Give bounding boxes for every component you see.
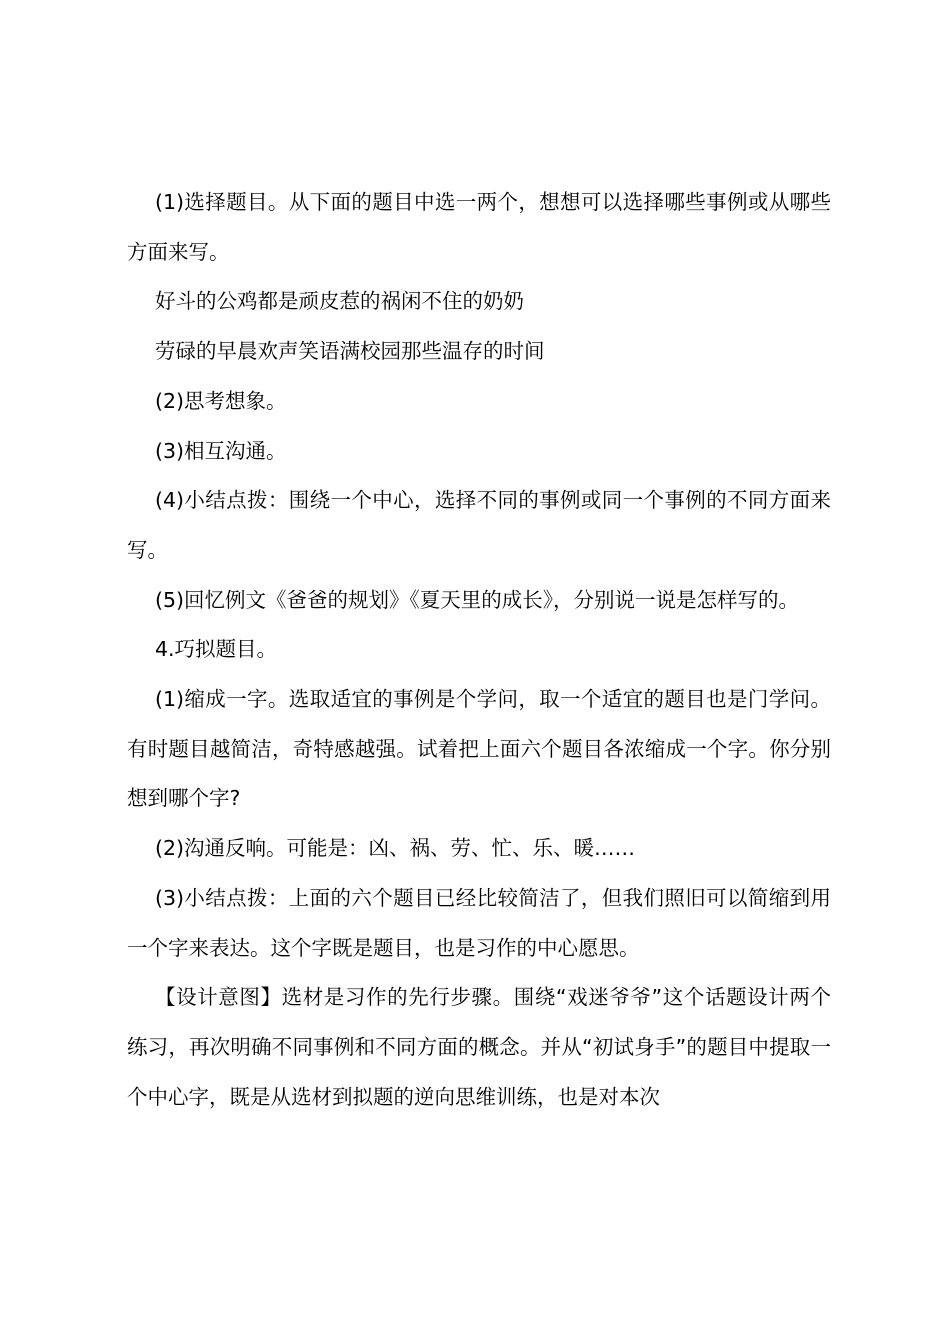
paragraph-think-imagine: (2)思考想象。 [155, 388, 287, 413]
paragraph-summary-guide-2: (3)小结点拨：上面的六个题目已经比较简洁了，但我们照旧可以简缩到用一个字来表达。这个字既是题目，也是习作的中心愿思。 [127, 885, 831, 960]
document-body [127, 178, 831, 1122]
paragraph-shrink-to-one-char: (1)缩成一字。选取适宜的事例是个学问，取一个适宜的题目也是门学问。有时题目越简洁，奇特感越强。试着把上面六个题目各浓缩成一个字。你分别想到哪个字? [127, 687, 831, 811]
paragraph-feedback: (2)沟通反响。可能是：凶、祸、劳、忙、乐、暖…… [155, 836, 636, 861]
paragraph-section-heading: 4.巧拟题目。 [155, 637, 278, 662]
paragraph-summary-guide: (4)小结点拨：围绕一个中心，选择不同的事例或同一个事例的不同方面来写。 [127, 488, 831, 562]
paragraph-topic-list-1: 好斗的公鸡都是顽皮惹的祸闲不住的奶奶 [155, 289, 524, 314]
paragraph-communicate: (3)相互沟通。 [155, 438, 287, 463]
paragraph-recall-examples: (5)回忆例文《爸爸的规划》《夏天里的成长》，分别说一说是怎样写的。 [155, 587, 800, 612]
paragraph-design-intent: 【设计意图】选材是习作的先行步骤。围绕“戏迷爷爷”这个话题设计两个练习，再次明确不同事例和不同方面的概念。并从“初试身手”的题目中提取一个中心字，既是从选材到拟题的逆向思维训练，也是对本次 [127, 985, 831, 1109]
paragraph-topic-list-2: 劳碌的早晨欢声笑语满校园那些温存的时间 [155, 339, 545, 364]
paragraph-select-topic: (1)选择题目。从下面的题目中选一两个，想想可以选择哪些事例或从哪些方面来写。 [127, 190, 831, 264]
